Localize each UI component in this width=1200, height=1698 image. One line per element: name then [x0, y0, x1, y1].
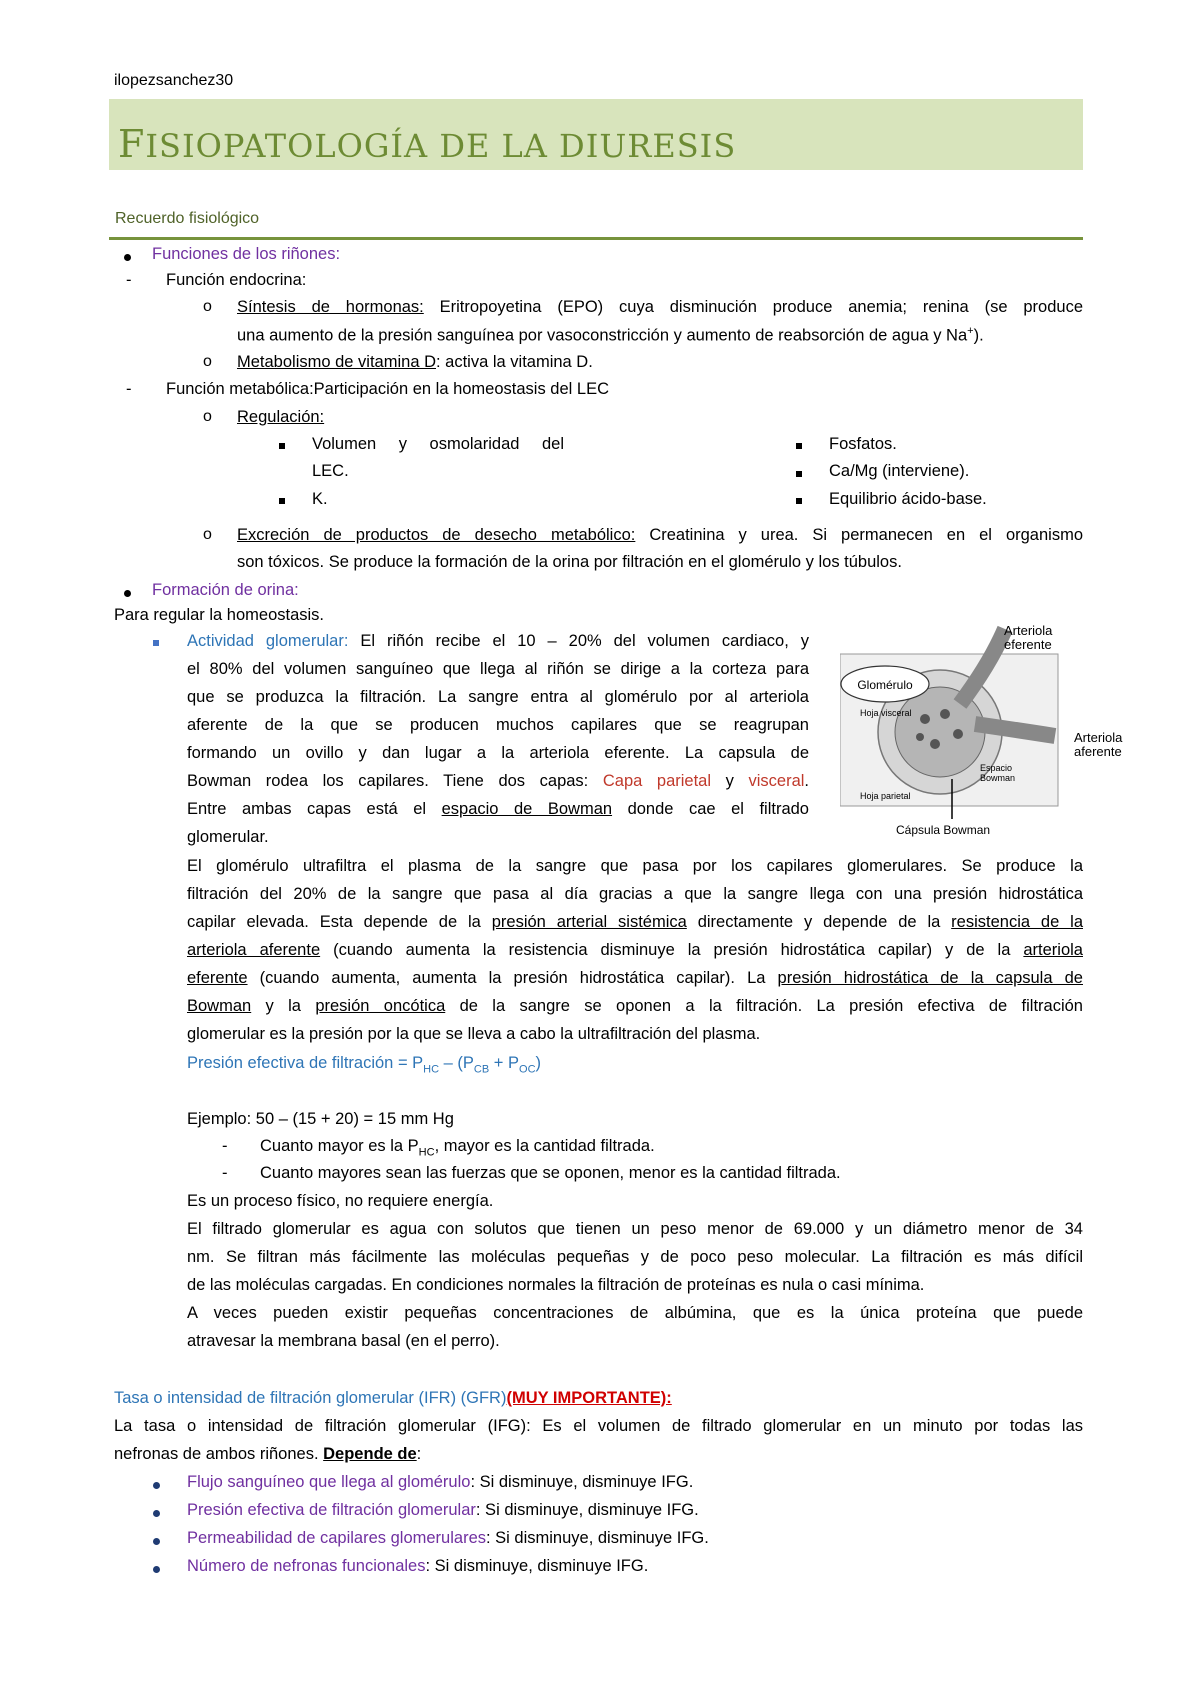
capillary [953, 729, 963, 739]
dash-marker: - [126, 271, 132, 289]
dash-marker: - [222, 1164, 228, 1182]
bullet-dot [153, 1566, 160, 1573]
circle-marker: o [203, 353, 212, 370]
item-label: Número de nefronas funcionales [187, 1557, 426, 1575]
capa-visceral: visceral [748, 772, 805, 790]
author-name: ilopezsanchez30 [114, 72, 234, 89]
sodium-sup: + [967, 325, 974, 337]
para1-line2: filtración del 20% de la sangre que pasa al día gracias a que la sangre llega con una presión hidrostática [187, 885, 1083, 903]
tasa-def2 [114, 1445, 421, 1464]
dash-item-2: Cuanto mayores sean las fuerzas que se oponen, menor es la cantidad filtrada. [260, 1164, 841, 1182]
reg-left-1: Volumen y osmolaridad del [312, 435, 564, 453]
conj-y: y [711, 772, 749, 790]
item-text: : Si disminuye, disminuye IFG. [475, 1501, 699, 1519]
excrecion-line1 [237, 526, 1083, 545]
title-rest: ISIOPATOLOGÍA DE LA DIURESIS [145, 127, 737, 165]
regulacion-text: Regulación: [237, 408, 325, 426]
bowman-capsule-figure [840, 624, 1090, 839]
capsula-caption: Cápsula Bowman [896, 823, 991, 837]
bowman: Bowman [187, 997, 252, 1015]
para1-line3 [187, 913, 1083, 932]
formacion-intro: Para regular la homeostasis. [114, 606, 325, 624]
proceso-fisico: Es un proceso físico, no requiere energía. [187, 1192, 494, 1210]
reg-right-3: Equilibrio ácido-base. [829, 490, 987, 508]
filtrado-line3: de las moléculas cargadas. En condiciones normales la filtración de proteínas es nula o casi mínima. [187, 1276, 925, 1294]
item-label: Permeabilidad de capilares glomerulares [187, 1529, 486, 1547]
sintesis-end: ). [973, 326, 984, 345]
eferente-label [1004, 624, 1052, 652]
excrecion-line2: son tóxicos. Se produce la formación de la orina por filtración en el glomérulo y los túbulos. [237, 553, 902, 571]
square-marker [279, 498, 285, 504]
item-text: : Si disminuye, disminuye IFG. [425, 1557, 649, 1575]
eferente: eferente [187, 969, 248, 987]
tasa-item-4 [187, 1557, 648, 1576]
section-heading: Recuerdo fisiológico [115, 210, 260, 227]
formula-text: + P [489, 1054, 520, 1072]
sub-hc: HC [418, 1146, 435, 1159]
tasa-title: Tasa o intensidad de filtración glomerular (IFR) (GFR) [114, 1389, 507, 1407]
text: , mayor es la cantidad filtrada. [434, 1137, 655, 1155]
bullet-dot [124, 590, 131, 597]
entre-end: donde cae el filtrado [612, 800, 809, 818]
depende-de: Depende de [323, 1445, 417, 1463]
aferente-label [1074, 731, 1122, 759]
dash-marker: - [126, 380, 132, 398]
ejemplo: Ejemplo: 50 – (15 + 20) = 15 mm Hg [187, 1110, 454, 1128]
tasa-item-2 [187, 1501, 699, 1520]
metabolismo-label: Metabolismo de vitamina D [237, 353, 436, 371]
parietal-label: Hoja parietal [860, 791, 911, 801]
actividad-line5: formando un ovillo y dan lugar a la arteriola eferente. La capsula de [187, 744, 809, 762]
sintesis-text: Eritropoyetina (EPO) cuya disminución produce anemia; renina (se produce [423, 298, 1084, 316]
period: . [804, 772, 810, 790]
reg-right-2: Ca/Mg (interviene). [829, 462, 970, 480]
circle-marker: o [203, 526, 212, 543]
tasa-def1: La tasa o intensidad de filtración glomerular (IFG): Es el volumen de filtrado glomerular en un minuto por todas las [114, 1417, 1083, 1435]
actividad-line6 [187, 772, 809, 791]
square-marker [153, 640, 159, 646]
capillary [916, 733, 924, 741]
muy-importante: (MUY IMPORTANTE): [506, 1389, 672, 1407]
actividad-line2: el 80% del volumen sanguíneo que llega al riñón se dirige a la corteza para [187, 660, 809, 678]
filtrado-line1: El filtrado glomerular es agua con solutos que tienen un peso menor de 69.000 y un diámetro menor de 34 [187, 1220, 1083, 1238]
presion-oncotica: presión oncótica [315, 997, 446, 1015]
square-marker [279, 443, 285, 449]
bullet-dot [124, 254, 131, 261]
square-marker [796, 498, 802, 504]
funciones-title: Funciones de los riñones: [152, 245, 341, 263]
formula-text: Presión efectiva de filtración = P [187, 1054, 424, 1072]
actividad-line8: glomerular. [187, 828, 269, 846]
presion-arterial: presión arterial sistémica [491, 913, 687, 931]
sub-cb: CB [473, 1063, 490, 1076]
albumina-line2: atravesar la membrana basal (en el perro). [187, 1332, 500, 1350]
albumina-line1: A veces pueden existir pequeñas concentraciones de albúmina, que es la única proteína que puede [187, 1304, 1083, 1322]
square-marker [796, 471, 802, 477]
arteriola-aferente: arteriola aferente [187, 941, 321, 959]
espacio-label-1: Espacio [980, 763, 1013, 773]
sub-oc: OC [519, 1063, 536, 1076]
page-title [118, 122, 736, 166]
funcion-endocrina: Función endocrina: [166, 271, 307, 289]
aferente-label-2: aferente [1074, 744, 1122, 759]
formula-text: – (P [439, 1054, 474, 1072]
dash-item-1 [260, 1137, 655, 1158]
capillary [930, 739, 940, 749]
item-label: Presión efectiva de filtración glomerular [187, 1501, 476, 1519]
reg-right-1: Fosfatos. [829, 435, 897, 453]
title-initial: F [118, 122, 146, 166]
eferente-label-2: eferente [1004, 637, 1052, 652]
actividad-label: Actividad glomerular: [187, 632, 349, 650]
text: capilar elevada. Esta depende de la [187, 913, 492, 931]
capa-parietal: Capa parietal [602, 772, 712, 790]
tasa-item-3 [187, 1529, 709, 1548]
eferente-label-1: Arteriola [1004, 623, 1053, 638]
capillary [920, 714, 930, 724]
presion-hidrostatica: presión hidrostática de la capsula de [777, 969, 1083, 987]
actividad-line1 [187, 632, 809, 651]
para1-line4 [187, 941, 1083, 960]
actividad-text: El riñón recibe el 10 – 20% del volumen cardiaco, y [348, 632, 809, 650]
section-rule [109, 237, 1083, 240]
item-label: Flujo sanguíneo que llega al glomérulo [187, 1473, 471, 1491]
para1-line5 [187, 969, 1083, 988]
text: directamente y depende de la [686, 913, 952, 931]
text: (cuando aumenta, aumenta la presión hidrostática capilar). La [247, 969, 778, 987]
metabolismo-line [237, 353, 593, 372]
para1-line6 [187, 997, 1083, 1016]
filtrado-line2: nm. Se filtran más fácilmente las moléculas pequeñas y de poco peso molecular. La filtración es más difícil [187, 1248, 1083, 1266]
resistencia: resistencia de la [951, 913, 1083, 931]
actividad-line3: que se produzca la filtración. La sangre entra al glomérulo por al arteriola [187, 688, 809, 706]
circle-marker: o [203, 408, 212, 425]
formacion-title: Formación de orina: [152, 581, 299, 599]
formula-text: ) [535, 1054, 542, 1072]
sintesis-line2 [237, 325, 984, 346]
square-marker [796, 443, 802, 449]
formula [187, 1054, 541, 1075]
text: Cuanto mayor es la P [260, 1137, 419, 1155]
circle-marker: o [203, 298, 212, 315]
sintesis-line1 [237, 298, 1083, 317]
text: de la sangre se oponen a la filtración. La presión efectiva de filtración [445, 997, 1083, 1015]
bullet-dot [153, 1510, 160, 1517]
text: (cuando aumenta la resistencia disminuye la presión hidrostática capilar) y de la [320, 941, 1024, 959]
sub-hc: HC [423, 1063, 440, 1076]
funcion-metabolica: Función metabólica:Participación en la homeostasis del LEC [166, 380, 609, 398]
entre-text: Entre ambas capas está el [187, 800, 442, 818]
excrecion-text: Creatinina y urea. Si permanecen en el organismo [635, 526, 1083, 544]
visceral-label: Hoja visceral [860, 708, 912, 718]
bullet-dot [153, 1538, 160, 1545]
dash-marker: - [222, 1137, 228, 1155]
text: y la [251, 997, 316, 1015]
para1-line1: El glomérulo ultrafiltra el plasma de la sangre que pasa por los capilares glomerulares. Se produce la [187, 857, 1083, 875]
regulacion-label [237, 408, 324, 427]
bullet-dot [153, 1482, 160, 1489]
para1-line7: glomerular es la presión por la que se lleva a cabo la ultrafiltración del plasma. [187, 1025, 761, 1043]
metabolismo-text: : activa la vitamina D. [436, 353, 593, 371]
glomerulo-label: Glomérulo [857, 678, 913, 692]
text: : [416, 1445, 422, 1463]
reg-left-2: LEC. [312, 462, 349, 480]
excrecion-label: Excreción de productos de desecho metabólico: [237, 526, 636, 544]
sintesis-text2: una aumento de la presión sanguínea por vasoconstricción y aumento de reabsorción de agua y Na [237, 326, 968, 345]
item-text: : Si disminuye, disminuye IFG. [486, 1529, 709, 1547]
espacio-bowman: espacio de Bowman [441, 800, 613, 818]
actividad-line7 [187, 800, 809, 819]
actividad-line4: aferente de la que se producen muchos capilares que se reagrupan [187, 716, 809, 734]
item-text: : Si disminuye, disminuye IFG. [470, 1473, 694, 1491]
reg-left-3: K. [312, 490, 328, 508]
capillary [940, 709, 950, 719]
bowman-capas: Bowman rodea los capilares. Tiene dos capas: [187, 772, 603, 790]
espacio-label-2: Bowman [980, 773, 1016, 783]
sintesis-label: Síntesis de hormonas: [237, 298, 424, 316]
tasa-heading [114, 1389, 672, 1408]
text: nefronas de ambos riñones. [114, 1445, 324, 1463]
arteriola: arteriola [1023, 941, 1083, 959]
aferente-label-1: Arteriola [1074, 730, 1123, 745]
tasa-item-1 [187, 1473, 693, 1492]
